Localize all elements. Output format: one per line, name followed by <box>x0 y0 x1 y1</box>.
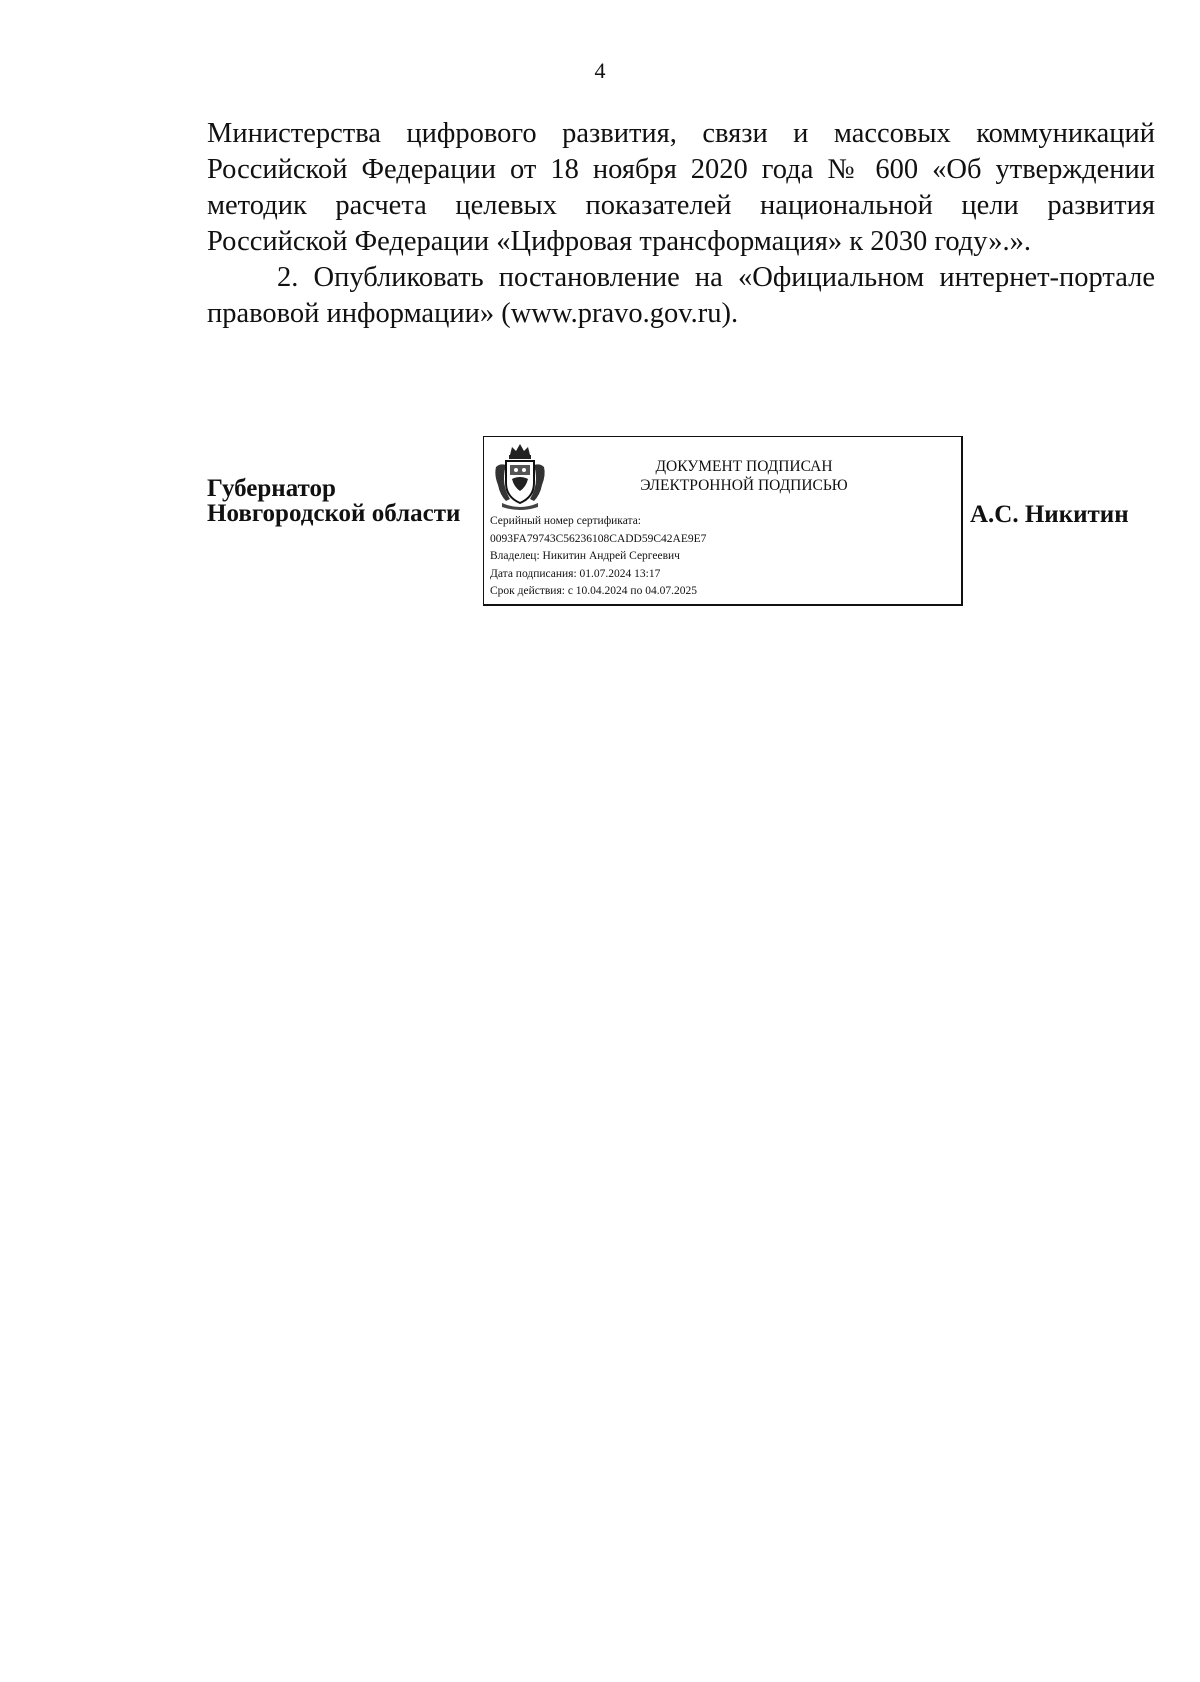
stamp-heading-line1: ДОКУМЕНТ ПОДПИСАН <box>655 458 833 475</box>
signing-date: Дата подписания: 01.07.2024 13:17 <box>490 567 661 580</box>
document-body <box>207 116 1155 332</box>
stamp-details <box>490 513 706 601</box>
paragraph-publish: 2. Опубликовать постановление на «Официальном интернет-портале правовой информации» (www.pravo.gov.ru). <box>207 262 1155 329</box>
coat-of-arms-icon <box>492 441 548 511</box>
signatory-title-line1: Губернатор <box>207 475 336 502</box>
certificate-serial-value: 0093FA79743C56236108CADD59C42AE9E7 <box>490 532 707 545</box>
stamp-heading-line2: ЭЛЕКТРОННОЙ ПОДПИСЬЮ <box>640 477 848 494</box>
paragraph-continuation: Министерства цифрового развития, связи и массовых коммуникаций Российской Федерации от 18 ноября 2020 года № 600 «Об утверждении методик расчета целевых показателей национальной цели развития Российской Федерации «Цифровая трансформация» к 2030 году».». <box>207 118 1155 257</box>
page-number: 4 <box>594 58 606 83</box>
electronic-signature-stamp <box>483 436 963 606</box>
signatory-name: А.С. Никитин <box>970 501 1129 528</box>
signatory-title <box>207 476 460 526</box>
certificate-serial-label: Серийный номер сертификата: <box>490 515 641 527</box>
certificate-owner: Владелец: Никитин Андрей Сергеевич <box>490 550 680 562</box>
certificate-validity: Срок действия: с 10.04.2024 по 04.07.2025 <box>490 585 697 597</box>
stamp-heading <box>564 457 924 495</box>
signatory-title-line2: Новгородской области <box>207 500 461 527</box>
